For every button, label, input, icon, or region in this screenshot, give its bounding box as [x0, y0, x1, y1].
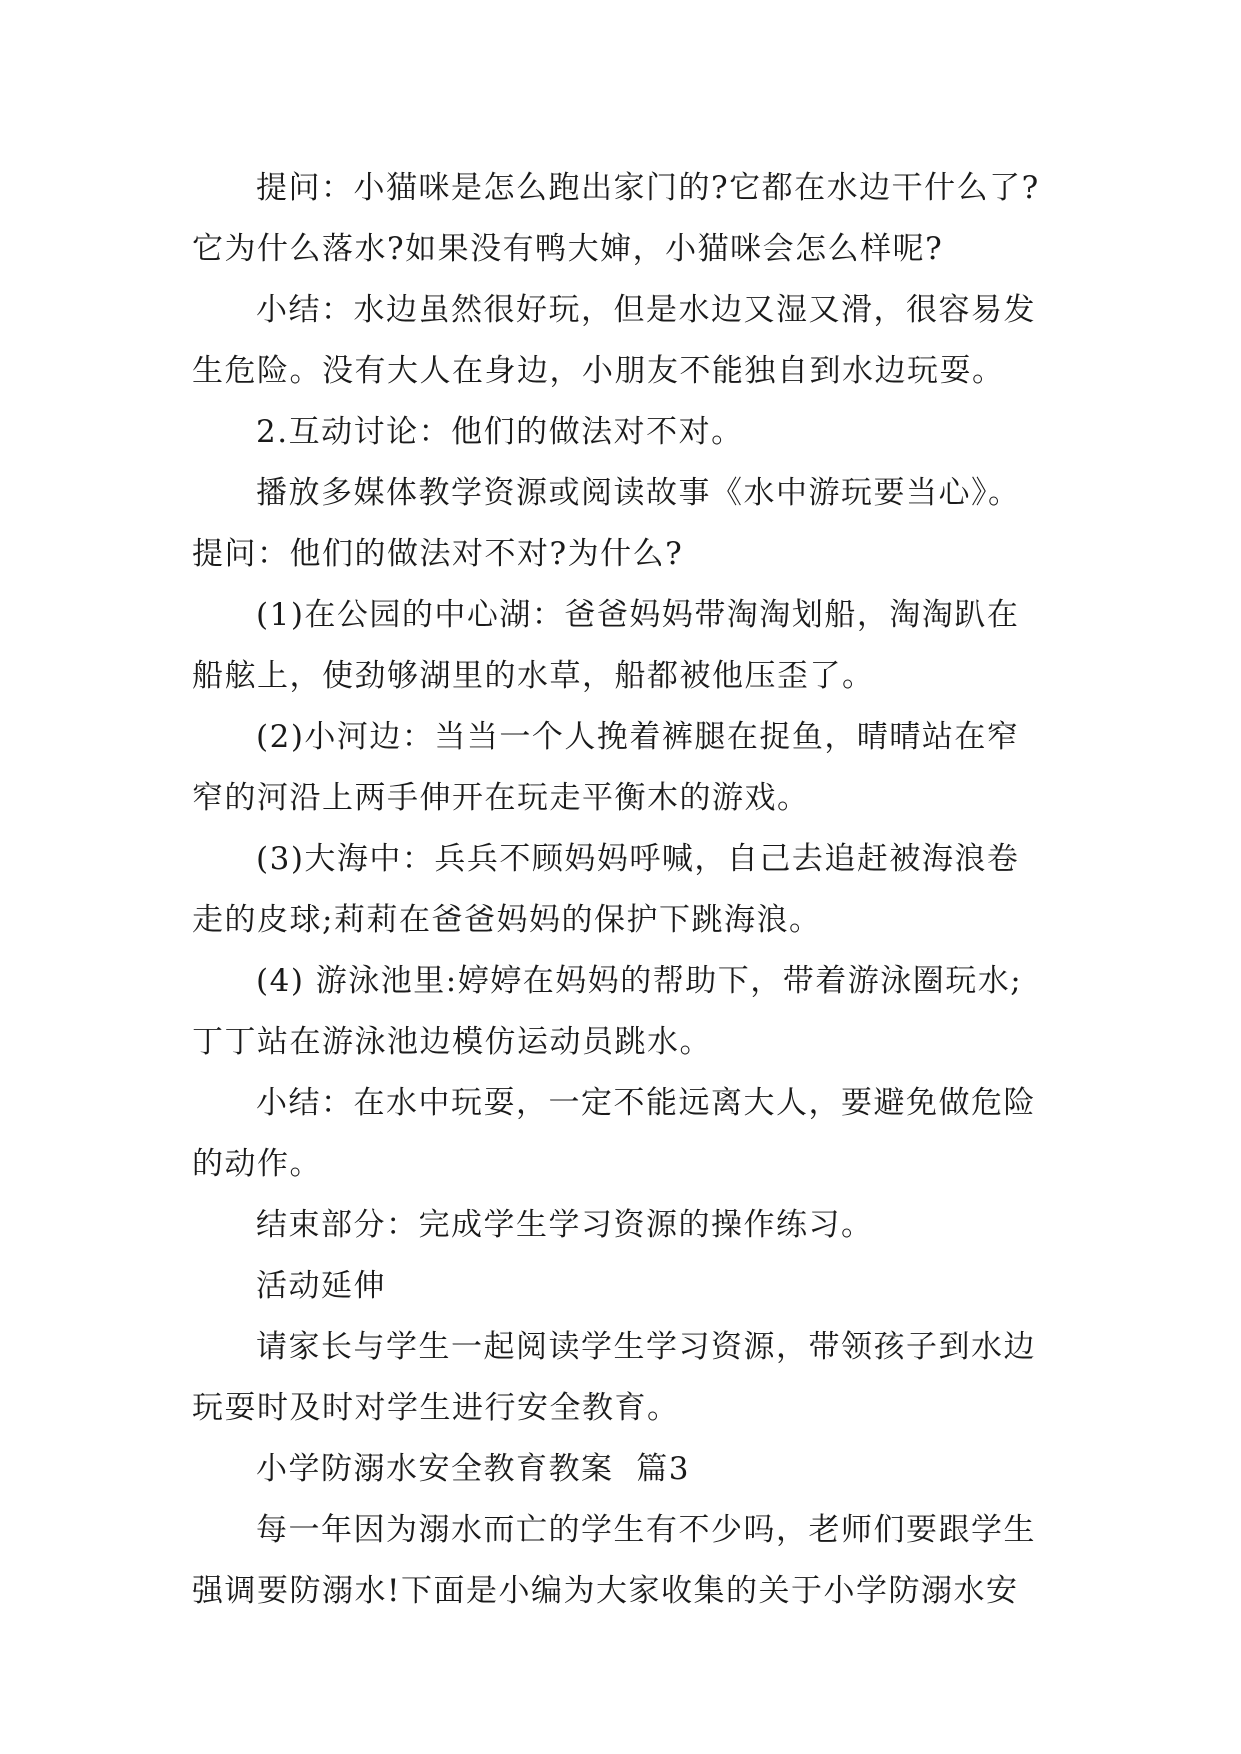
text-line: 它为什么落水?如果没有鸭大婶，小猫咪会怎么样呢?: [192, 231, 944, 267]
text-line: 窄的河沿上两手伸开在玩走平衡木的游戏。: [192, 780, 810, 816]
paragraph: [192, 1317, 1052, 1439]
text-line: 船舷上，使劲够湖里的水草，船都被他压歪了。: [192, 658, 875, 694]
paragraph: [192, 1500, 1052, 1622]
text-line: (4) 游泳池里:婷婷在妈妈的帮助下，带着游泳圈玩水;: [256, 963, 1023, 999]
text-line: 生危险。没有大人在身边，小朋友不能独自到水边玩耍。: [192, 353, 1005, 389]
text-line: 活动延伸: [256, 1268, 386, 1304]
text-line: 提问：小猫咪是怎么跑出家门的?它都在水边干什么了?: [256, 170, 1040, 206]
paragraph: [192, 463, 1052, 585]
text-line: 播放多媒体教学资源或阅读故事《水中游玩要当心》。: [256, 475, 1021, 511]
paragraph: [192, 1195, 1052, 1256]
text-line: 每一年因为溺水而亡的学生有不少吗，老师们要跟学生: [256, 1512, 1036, 1548]
text-line: 请家长与学生一起阅读学生学习资源，带领孩子到水边: [256, 1329, 1036, 1365]
paragraph: [192, 585, 1052, 707]
text-line: 玩耍时及时对学生进行安全教育。: [192, 1390, 680, 1426]
text-line: 丁丁站在游泳池边模仿运动员跳水。: [192, 1024, 712, 1060]
paragraph: [192, 158, 1052, 280]
paragraph: [192, 951, 1052, 1073]
text-line: 2.互动讨论：他们的做法对不对。: [256, 414, 744, 450]
paragraph: [192, 829, 1052, 951]
document-body: [192, 158, 1052, 1622]
text-line: (3)大海中：兵兵不顾妈妈呼喊，自己去追赶被海浪卷: [256, 841, 1020, 877]
text-line: 的动作。: [192, 1146, 322, 1182]
section-heading: [192, 1256, 1052, 1317]
paragraph: [192, 707, 1052, 829]
text-line: 小结：水边虽然很好玩，但是水边又湿又滑，很容易发: [256, 292, 1036, 328]
text-line: 强调要防溺水!下面是小编为大家收集的关于小学防溺水安: [192, 1573, 1019, 1609]
text-line: 小学防溺水安全教育教案 篇3: [256, 1451, 690, 1487]
text-line: 小结：在水中玩耍，一定不能远离大人，要避免做危险: [256, 1085, 1036, 1121]
text-line: (2)小河边：当当一个人挽着裤腿在捉鱼，晴晴站在窄: [256, 719, 1020, 755]
text-line: 提问：他们的做法对不对?为什么?: [192, 536, 684, 572]
paragraph: [192, 1073, 1052, 1195]
text-line: 结束部分：完成学生学习资源的操作练习。: [256, 1207, 874, 1243]
section-title: [192, 1439, 1052, 1500]
text-line: 走的皮球;莉莉在爸爸妈妈的保护下跳海浪。: [192, 902, 822, 938]
paragraph: [192, 402, 1052, 463]
text-line: (1)在公园的中心湖：爸爸妈妈带淘淘划船，淘淘趴在: [256, 597, 1020, 633]
paragraph: [192, 280, 1052, 402]
